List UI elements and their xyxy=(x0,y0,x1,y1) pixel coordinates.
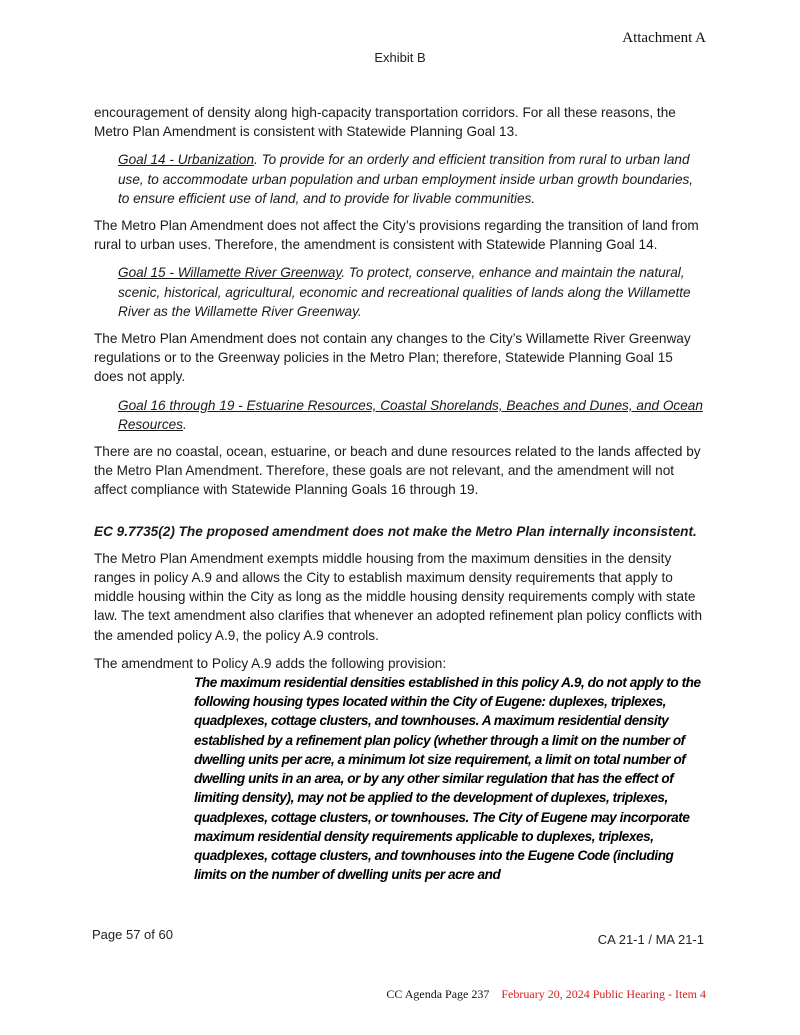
paragraph-goal15-conclusion: The Metro Plan Amendment does not contain any changes to the City’s Willamette River Greenway regulations or to the Greenway policies in the Metro Plan; therefore, Statewide Planning Goal 15 does not apply. xyxy=(94,331,691,385)
section-heading: EC 9.7735(2) The proposed amendment does not make the Metro Plan internally inconsistent. xyxy=(94,523,697,539)
paragraph-amendment-summary: The Metro Plan Amendment exempts middle housing from the maximum densities in the density ranges in policy A.9 and allows the City to establish maximum density requirements that apply to middle housing within the City as long as the middle housing density requirements comply with state law. The text amendment also clarifies that whenever an adopted refinement plan policy conflicts with the amended policy A.9, the policy A.9 controls. xyxy=(94,550,703,643)
agenda-footer xyxy=(386,987,706,1002)
hearing-date: February 20, 2024 Public Hearing - Item 4 xyxy=(501,987,706,1001)
attachment-label: Attachment A xyxy=(622,30,706,46)
document-body xyxy=(94,103,706,884)
page-number: Page 57 of 60 xyxy=(92,927,173,942)
goal-16-19-text: . xyxy=(182,416,187,432)
case-number: CA 21-1 / MA 21-1 xyxy=(597,932,704,947)
paragraph-goal13-conclusion: encouragement of density along high-capacity transportation corridors. For all these reasons, the Metro Plan Amendment is consistent with Statewide Planning Goal 13. xyxy=(94,105,676,140)
paragraph-goal14-conclusion: The Metro Plan Amendment does not affect the City’s provisions regarding the transition of land from rural to urban uses. Therefore, the amendment is consistent with Statewide Planning Goal 14. xyxy=(94,218,699,253)
goal-14-text: . To provide for an orderly and efficient transition from rural to urban land use, to accommodate urban population and urban employment inside urban growth boundaries, to ensure efficient use of land, and to provide for livable communities. xyxy=(118,152,694,206)
goal-16-19-title: Goal 16 through 19 - Estuarine Resources, Coastal Shorelands, Beaches and Dunes, and Ocean Resources xyxy=(118,397,703,432)
goal-15-quote xyxy=(118,263,706,321)
paragraph-amendment-intro: The amendment to Policy A.9 adds the following provision: xyxy=(94,655,447,671)
goal-16-19-quote xyxy=(118,396,706,434)
goal-14-quote xyxy=(118,150,706,208)
goal-14-title: Goal 14 - Urbanization xyxy=(118,152,255,168)
paragraph-goal16-19-conclusion: There are no coastal, ocean, estuarine, or beach and dune resources related to the lands affected by the Metro Plan Amendment. Therefore, these goals are not relevant, and the amendment will not affect compliance with Statewide Planning Goals 16 through 19. xyxy=(94,444,701,498)
goal-15-title: Goal 15 - Willamette River Greenway xyxy=(118,265,342,281)
goal-15-text: . To protect, conserve, enhance and maintain the natural, scenic, historical, agricultural, economic and recreational qualities of lands along the Willamette River as the Willamette River Greenway. xyxy=(118,265,691,319)
agenda-page: CC Agenda Page 237 xyxy=(386,987,490,1001)
exhibit-label: Exhibit B xyxy=(374,50,426,65)
policy-a9-provision: The maximum residential densities established in this policy A.9, do not apply to the following housing types located within the City of Eugene: duplexes, triplexes, quadplexes, cottage clusters, and townhouses. A maximum residential density established by a refinement plan policy (whether through a limit on the number of dwelling units per acre, a minimum lot size requirement, a limit on total number of dwelling units in an area, or by any other similar regulation that has the effect of limiting density), may not be applied to the development of duplexes, triplexes, quadplexes, cottage clusters, or townhouses. The City of Eugene may incorporate maximum residential density requirements applicable to duplexes, triplexes, quadplexes, cottage clusters, and townhouses into the Eugene Code (including limits on the number of dwelling units per acre and xyxy=(194,675,701,883)
